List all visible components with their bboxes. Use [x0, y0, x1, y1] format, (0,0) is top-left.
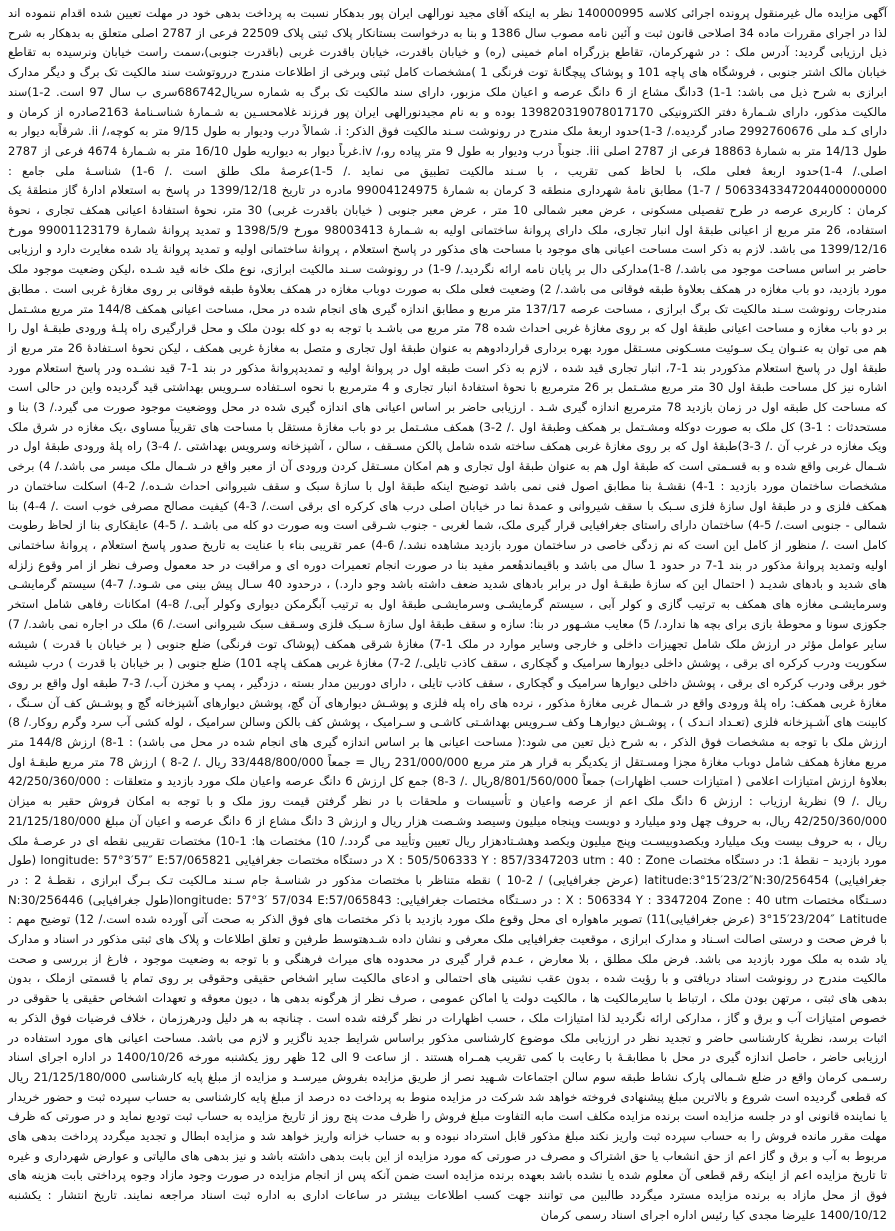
auction-notice-body: آگهی مزایده مال غیرمنقول پرونده اجرائی کلاسه 140000995 نظر به اینکه آقای مجید نورالهی ایران پور بدهکار نسبت به پرداخت بدهی خود در مهلت تعیین شده اقدام ننموده اند لذا در اجرای مقررات ماده 34 اصلاحی قانون ثبت و آئین نامه مصوب سال 1386 و بنا به درخواست بستانکار پلاک ثبتی پلاک 22509 فرعی از 2787 اصلی متعلق به بدهکار به شرح ذیل ارزیابی گردید: آدرس ملک : در شهرکرمان، تقاطع بزرگراه امام خمینی (ره) و خیابان باقدرت، خیابان باقدرت غربی (باقدرت جنوبی)،سمت راست خیابان ونرسیده به تقاطع خیابان مالک اشتر جنوبی ، فروشگاه های پاچه 101 و پوشاک پیچگانهٔ توت فرنگی 1 )مشخصات کامل ثبتی وبرخی از اطلاعات مندرج درروتوشت سند مالکیت تک برگ و دیگر مدارک ابرازی به شرح ذیل می باشد: 1-1) 3دانگ مشاع از 6 دانگ عرصه و اعیان ملک مزبور، دارای سند مالکیت تک برگ به شماره سریال686742سری ب سال 97 است. 2-1)سند مالکیت مذکور، دارای شـمارهٔ دفتر الکترونیکی 139820319078017170 بوده و به نام مجیدنورالهی ایران پور فرزند غلامحسـین به شـمارهٔ شناسـنامهٔ 2163صادره از کرمان و دارای کـد ملی 2992760676 صادر گردیده./ 3-1)حدود اربعهٔ ملک مندرج در رونوشت سـند مالکیت فوق الذکر: i. شمالاً درب ودیوار به طول 9/15 متر به کوچه،/ ii. شرقاًبه دیوار به طول 14/13 متر به شمارهٔ 18863 فرعی از 2787 اصلی iii. جنوباً درب ودیوار به طول 9 متر پیاده رو،/ iv.غرباً دیوار به دیواریه طول 16/10 متر به شـمارهٔ 4674 فرعی از 2787 اصلی./ 4-1)حدود اربعهٔ فعلی ملک، با لحاظ کمی تقریب ، با سـند مالکیت تطبیق می نماید ./ 5-1)عرصهٔ ملک طلق است ./ 6-1) شناسـهٔ ملی جامع : 5063343347204400000000 / 7-1) مطابق نامهٔ شهرداری منطقه 3 کرمان به شمارهٔ 99004124975 مادره در تاریخ 1399/12/18 در پاسخ به استعلام ادارهٔ گاز منطقهٔ یک کرمان : کاربری عرصه در طرح تفصیلی مسکونی ، عرض معبر شمالی 10 متر ، عرض معبر جنوبی ( خیابان باقدرت غربی) 30 متر، نحوهٔ استفادهٔ اعیانی همکف تجاری ، نحوهٔ استفاده، 26 متر مربع از اعیانی طبقهٔ اول انبار تجاری، ملک دارای پروانهٔ ساختمانی اولیه به شـمارهٔ 98003413 مورخ 1398/5/9 و تمدید پروانهٔ شمارهٔ 99001123179 مورخ 1399/12/16 می باشد. لازم به ذکر است مساحت اعیانی های موجود با مساحت های مذکور در پاسخ استعلام ، پروانهٔ ساختمانی اولیه و تمدید پروانهٔ یاد شده مغایرت دارد و ارزیابی حاضر بر اساس مساحت موجود می باشد./ 8-1)مدارکی دال بر پایان نامه ارائه نگردید./ 9-1) در رونوشت سـند مالکیت ابرازی، نوع ملک خانه قید شـده ،لیکن وضعیت موجود ملک مورد بازدید، دو باب مغازه در همکف بعلاوهٔ طبقه فوقانی می باشد./ 2) وضعیت فعلی ملک به صورت دوباب مغازه در همکف بعلاوهٔ طبقه فوقانی بر روی مغازهٔ غربی است . مطابق مندرجات رونوشت سـند مالکیت تک برگ ابرازی ، مساحت عرصه 137/17 متر مربع و مطابق اندازه گیری های انجام شده در محل، مساحت اعیانی همکف 144/8 متر مربع مشـتمل بر دو باب مغازه و مساحت اعیانی طبقهٔ اول که بر روی مغازهٔ غربی احداث شده 78 متر مربع می باشـد با توجه به دو کله بودن ملک و محل قرارگیری راه پلـهٔ ورودی طبقـهٔ اول را هم می توان به عنـوان یـک سـوئیت مسـکونی مسـتقل مورد بهره برداری قراردادوهم به عنوان طبقهٔ اول تجاری و متصل به مغازهٔ غربی همکف ، لیکن نحوهٔ اسـتفادهٔ 26 متر مربع از طبقهٔ اول در پاسخ استعلام مذکوردر بند 1-7، انبار تجاری قید شده ، لازم به ذکر است طبقه اول در پروانهٔ اولیه و تمدیدپروانهٔ مذکور در بند 1-7 قید نشـده ودر پاسخ استعلام مورد اشاره نیز کل مساحت طبقهٔ اول 30 متر مربع مشـتمل بر 26 مترمربع با نحوهٔ استفادهٔ انبار تجاری و 4 مترمربع با نحوه اسـتفاده سـرویس بهداشتی قید گردیده واین در حالی است که مساحت کل طبقه اول در زمان بازدید 78 مترمربع اندازه گیری شـد . ارزیابی حاضر بر اساس اعیانی های اندازه گیری شده در محل ووضعیت موجود صورت می گیرد./ 3) بنا و مستحدثات : 1-3) کل ملک به صورت دوکله ومشـتمل بر همکف وطبقهٔ اول ./ 2-3) همکف مشـتمل بر دو باب مغازهٔ مستقل با مساحت های تقریباً مساوی ،یک مغازه در شرق ملک ویک مغازه در غرب آن ./ 3-3)طبقهٔ اول که بر روی مغازهٔ غربی همکف ساخته شده شامل پالکن مسـقف ، سالن ، آشپزخانه وسرویس بهداشتی ./ 4-3) راه پلهٔ ورودی طبقهٔ اول در شـمال غربی واقع شده و به قسـمتی است که طبقهٔ اول هم به عنوان طبقهٔ اول تجاری و هم امکان مسـتقل کردن ورودی آن از معبر واقع در شـمال ملک میسر می باشد./ 4) برخی مشخصات ساختمان مورد بازدید : 1-4) نقشـهٔ بنا مطابق اصول فنی نمی باشد توضیح اینکه طبقهٔ اول با سازهٔ سبک و سقف شیروانی احداث شـده./ 2-4) اسکلت ساختمان در همکف فلزی و در طبقهٔ اول سازهٔ فلزی سـبک با سقف شیروانی و عمدهٔ نما در خیابان اصلی درب های کرکره ای برقی است./ 3-4) کیفیت مصالح مصرفی خوب است ./ 4-4) بنا شمالی - جنوبی است./ 5-4) ساختمان دارای راستای جغرافیایی قرار گیری ملک، شما لغربی - جنوب شـرقی است وبه صورت دو کله می باشـد ./ 5-4) عایقکاری بنا از لحاظ رطوبت کامل است ./ منظور از کامل این است که نم زدگی خاصی در ساختمان مورد بازدید مشاهده نشد./ 6-4) عمر تقریبی بناء با عنایت به تاریخ صدور پاسخ استعلام ، پروانهٔ ساختمانی اولیه وتمدید پروانهٔ مذکور در بند 1-7 در حدود 1 سال می باشد و باقیماندهٔعمر مفید بنا در صورت انجام تعمیرات دوره ای و مراقبت در حد معمول وصرف نظر از امر وقوع زلزله های شدید و بادهای شدیـد ( احتمال این که سازهٔ طبقـهٔ اول در برابر بادهای شدید ضعف داشته باشد وجو دارد.) ، درحدود 40 سـال پیش بینی می شـود./ 7-4) سیستم گرمایشـی وسرمایشـی مغازه های همکف به ترتیب گازی و کولر آبی ، سیستم گرمایشـی وسرمایشـی طبقهٔ اول به ترتیب آبگرمکن دیواری وکولر آبی./ 8-4) امکانات رفاهی شامل استخر جکوزی سونا و محوطهٔ بازی برای بچه ها ندارد./ 5) معایب مشـهور در بنا: سازه و سقف طبقهٔ اول سازهٔ سـبک فلزی وسـقف سبک شیروانی است./ 6) ملک در اجاره نمی باشد./ 7) سایر عوامل مؤثر در ارزش ملک شامل تجهیزات داخلی و خارجی وسایر موارد در ملک 1-7) مغازهٔ شرقی همکف (پوشاک توت فرنگی) ضلع جنوبی ( بر خیابان با قدرت ) شیشه سکوریت ودرب کرکره ای برقی ، پوشش داخلی دیوارها سرامیک و گچکاری ، سقف کاذب تایلی./ 2-7) مغازهٔ غربی همکف پاچه 101) ضلع جنوبی ( بر خیابان با قدرت ) درب شیشه خور برقی ودرب کرکره ای برقی ، پوشش داخلی دیوارها سرامیک و گچکاری ، سقف کاذب تایلی ، دارای دوربین مدار بسته ، دزدگیر ، پمپ و مخزن آب./ 3-7 طبقه اول واقع بر روی مغازهٔ غربی همکف: راه پلهٔ ورودی واقع در شـمال غربی مغازهٔ مذکور ، نرده های راه پله فلزی و پوشـش دیوارهای آن گچ، پوشش دیوارهای آشپزخانه گچ و پوشـش کف آن سـنگ ، کابینت های آشـپزخانه فلزی (تعـداد انـدک ) ، پوشـش دیوارهـا وکف سـرویس بهداشـتی کاشـی و سـرامیک ، پوشش کف بالکن وسالن سرامیک ، لوله کشی آب سرد وگرم روکار./ 8) ارزش ملک با توجه به مشخصات فوق الذکر ، به شرح ذیل تعین می شود:( مساحت اعیانی ها بر اساس اندازه گیری های انجام شده در محل می باشد) : 1-8) ارزش 144/8 متر مربع مغازهٔ همکف شامل دوباب مغازهٔ مجزا ومسـتقل از یکدیگر به قرار هر متر مربع 231/000/000 ریال = جمعاً 33/448/800/000 ریال ./ 2-8 ) ارزش 78 متر مربع طبقـهٔ اول بعلاوهٔ ارزش امتیازات اعلامی ( امتیازات حسب اظهارات) جمعاً 8/801/560/000ریال ./ 3-8) جمع کل ارزش 6 دانگ عرصه واعیان ملک مورد بازدید و متعلقات : 42/250/360/000 ریال ./ 9) نظریهٔ ارزیاب : ارزش 6 دانگ ملک اعم از عرصه واعیان و تأسیسات و ملحقات با در نظر گرفتن قیمت روز ملک و با توجه به امکان فروش حقیر به میزان 42/250/360/000 ریال، به حروف چهل ودو میلیارد و دویست وپنجاه میلیون وسیصد وشـصت هزار ریال و ارزش 3 دانگ مشاع از 6 دانگ عرصه و اعیان آن مبلغ 21/125/180/000 ریال ، به حروف بیست ویک میلیارد ویکصدوبیسـت وپنج میلیون ویکصد وهشـتادهزار ریال تعیین وتأیید می گردد./ 10) مختصات ها: 1-10) مختصات تقریبی نقطه ای در عرصـهٔ ملک مورد بازدید – نقطهٔ 1: در دستگاه مختصات X : 505/506333 Y : 857/3347203 utm : 40 : Zone در دستگاه مختصات جغرافیایی longitude: 57°3′57″ E:57/065821 (طول جغرافیایی) latitude:3°15′23/2″N:30/256454 (عرض جغرافیایی) / 2-10 ) نقطه متناظر با مختصات مذکور در شناسـهٔ جام سـند مـالکیت تـک بـرگ ابرازی ، نقطـهٔ 2 : در دسـتگاه مختصات X : 506334 Y : 3347204 Zone : 40 utm : در دسـتگاه مختصات جغرافیایی: longitude: 57°3′ 57/034 E:57/065843(طول جغرافیایی) N:30/256446 3°15′23/204″ Latitude (عرض جغرافیایی)11) تصویر ماهواره ای محل وقوع ملک مورد بازدید با ذکر مختصات های فوق الذکر به صحت آتی آورده شده است./ 12) توضیح مهم : با فرض صحت و درستی اصالت اسـناد و مدارک ابرازی ، موقعیت جغرافیایی ملک معرفی و نشان داده شـدهتوسط طرفین و تعلق اطلاعات و پلاک های ثبتی مذکور در اسناد و مدارک یاد شده به ملک مورد بازدید می باشد. فرض ملک مطلق ، بلا معارض ، عـدم قرار گیری در محدوده های میراث فرهنگی و با توجه به وضعیت موجود ، فارغ از بررسی و صحت مالکیت مندرج در رونوشت اسناد دریافتی و با رؤیت شده ، بدون عقب نشینی های احتمالی و ادعای مالکیت سایر اشخاص حقیقی وحقوقی بر روی تمام یا قسمتی ازملک ، بدون بدهی های ثبتی ، مرتهن بودن ملک ، ارتباط با سایرمالکیت ها ، مالکیت دولت یا اماکن عمومی ، صرف نظر از هرگونه بدهی ها ، دیون معوقه و تعهدات اشخاص حقیقی یا حقوقی در خصوص امتیازات آب و برق و گاز ، مدارکی ارائه نگردید لذا امتیازات ملک ، حسب اظهارات در نظر گرفته شده است . چنانچه به هر دلیل ودرهرزمان ، خلاف فرضیات فوق الذکر به اثبات برسد، نظریهٔ کارشناسی حاضر و تجدید نظر در ارزیابی ملک موضوع کارشناسی مذکور براساس شرایط جدید ناگزیر و لازم می باشد. مساحت اعیانی های مورد استفاده در ارزیابی حاضر ، حاصل اندازه گیری در محل با مطابقـهٔ با رعایت با کمی تقریب همـراه هستند . از ساعت 9 الی 12 ظهر روز یکشنبه مورخه 1400/10/26 در اداره اجرای اسناد رسـمی کرمان واقع در ضلع شـمالی پارک نشاط طبقه سوم سالن اجتماعات شـهید نصر از طریق مزایده بفروش میرسـد و مزایده از مبلغ پایه کارشناسی 21/125/180/000 ریال که قطعی گردیده است شروع و بالاترین مبلغ پیشنهادی فروخته خواهد شد شرکت در مزایده منوط به پرداخت ده درصد از مبلغ پایه کارشناسی به حساب سپرده ثبت و حضور خریدار یا نماینده قانونی او در جلسه مزایده است برنده مزایده مکلف است مابه التفاوت مبلغ فروش را ظرف مدت پنج روز از تاریخ مزایده به حساب ثبت تودیع نماید و در صورتی که ظرف مهلت مقرر مانده فروش را به حساب سپرده ثبت واریز نکند مبلغ مذکور قابل استرداد نبوده و به حساب خزانه واریز خواهد شد و مزایده ابطال و تجدید میگردد پرداخت بدهی های مربوط به آب و برق و گاز اعم از حق انشعاب یا حق اشتراک و مصرف در صورتی که مورد مزایده از این بابت بدهی داشته باشد و نیز بدهی های مالیاتی و عوارض شهرداری و غیره تا تاریخ مزایده اعم از اینکه رقم قطعی آن معلوم شده یا نشده باشد بعهده برنده مزایده است ضمن آنکه پس از انجام مزایده در صورت وجود مازاد وجوه پرداختی بابت هزینه های فوق از محل مازاد به برنده مزایده مسترد میگردد طالبین می توانند جهت کسب اطلاعات بیشتر در ساعات اداری به اداره ثبت اسناد مراجعه نمایند. تاریخ انتشار : یکشنبه 1400/10/12 علیرضا مجدی کیا رئیس اداره اجرای اسناد رسمی کرمان: [8, 6, 888, 1222]
